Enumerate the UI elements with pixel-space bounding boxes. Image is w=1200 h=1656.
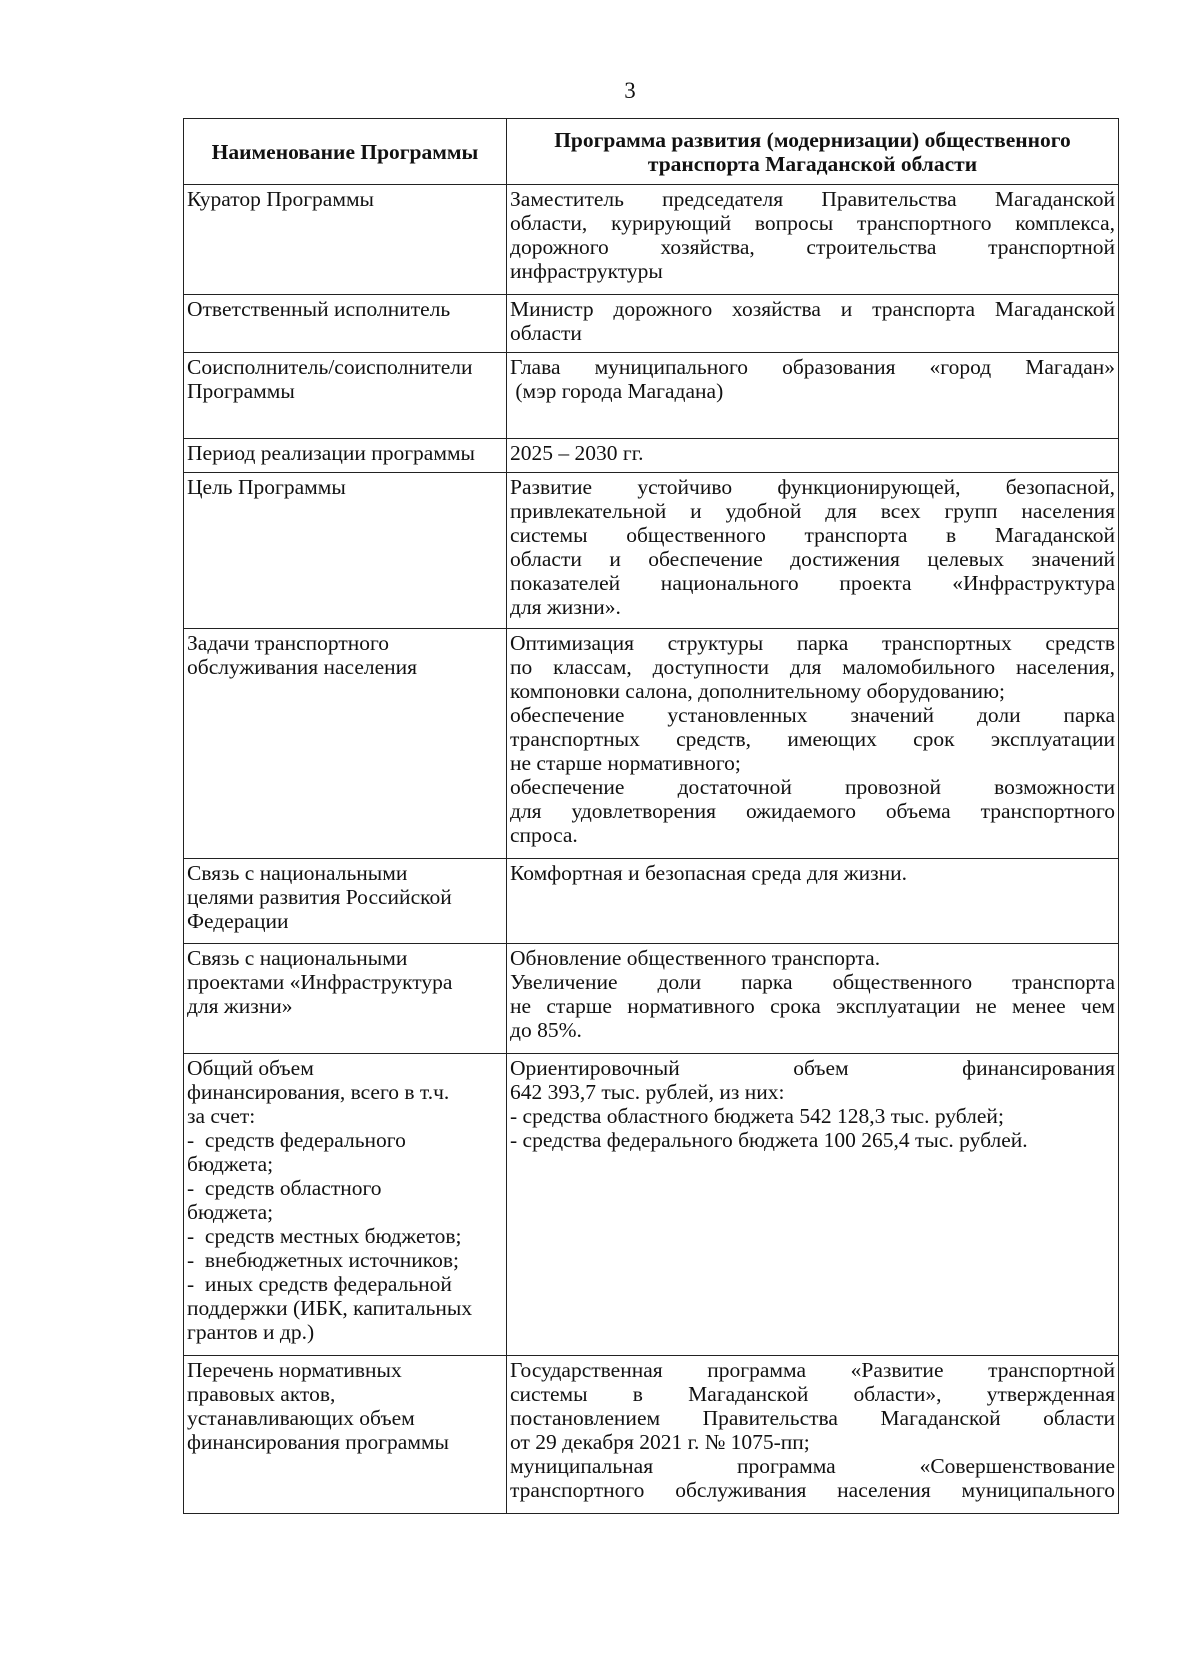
row-value-cell [507,353,1119,439]
row-value-line: Комфортная и безопасная среда для жизни. [510,861,908,885]
row-value-cell [507,185,1119,295]
row-label: грантов и др.) [187,1320,315,1344]
row-label-cell [184,944,507,1054]
row-label-cell [184,185,507,295]
row-label: Федерации [187,909,289,933]
row-label: - внебюджетных источников; [187,1248,459,1272]
row-label-cell [184,473,507,629]
row-value-line: компоновки салона, дополнительному оборудованию; [510,679,1006,703]
header-label: Наименование Программы [211,139,479,164]
row-value-line: системы в Магаданской области», утвержденная [510,1382,1115,1406]
row-value-cell [507,1054,1119,1356]
row-value-line: системы общественного транспорта в Магаданской [510,523,1115,547]
table-row [184,629,1119,859]
row-label: бюджета; [187,1200,274,1224]
row-label-cell [184,1356,507,1514]
row-value-line: транспортного обслуживания населения муниципального [510,1478,1115,1502]
row-value-line: 642 393,7 тыс. рублей, из них: [510,1080,785,1104]
row-label-cell [184,295,507,353]
row-value-line: до 85%. [510,1018,582,1042]
row-value-line: не старше нормативного; [510,751,741,775]
row-label: Период реализации программы [187,441,475,465]
row-value-line: области, курирующий вопросы транспортного комплекса, [510,211,1115,235]
row-label: проектами «Инфраструктура [187,970,453,994]
row-value-line: Развитие устойчиво функционирующей, безопасной, [510,475,1115,499]
row-label: - средств областного [187,1176,382,1200]
row-label-cell [184,859,507,944]
row-value-cell [507,295,1119,353]
row-label: бюджета; [187,1152,274,1176]
page-number: 3 [624,78,636,103]
row-value-line: привлекательной и удобной для всех групп населения [510,499,1115,523]
row-label: Цель Программы [187,475,346,499]
program-passport-table [183,118,1119,1514]
row-value-line: Государственная программа «Развитие транспортной [510,1358,1115,1382]
row-value-line: обеспечение установленных значений доли парка [510,703,1115,727]
row-value-line: Обновление общественного транспорта. [510,946,881,970]
header-title-line: транспорта Магаданской области [647,151,978,176]
row-label: Ответственный исполнитель [187,297,451,321]
header-program-title-cell [507,119,1119,185]
row-label: - средств федерального [187,1128,406,1152]
row-label: финансирования, всего в т.ч. [187,1080,450,1104]
row-value-line: - средства федерального бюджета 100 265,4 тыс. рублей. [510,1128,1028,1152]
row-value-cell [507,473,1119,629]
row-value-line: постановлением Правительства Магаданской области [510,1406,1115,1430]
row-value-line: (мэр города Магадана) [510,379,724,403]
row-value-line: 2025 – 2030 гг. [510,441,644,465]
row-label: за счет: [187,1104,256,1128]
row-value-line: Глава муниципального образования «город Магадан» [510,355,1115,379]
table-row [184,1356,1119,1514]
row-value-line: обеспечение достаточной провозной возможности [510,775,1115,799]
table-header-row [184,119,1119,185]
row-label: Куратор Программы [187,187,374,211]
row-value-line: по классам, доступности для маломобильного населения, [510,655,1115,679]
row-value-line: Оптимизация структуры парка транспортных средств [510,631,1115,655]
row-value-cell [507,439,1119,473]
table-row [184,185,1119,295]
table-row [184,353,1119,439]
row-value-line: для жизни». [510,595,621,619]
header-label-cell [184,119,507,185]
row-label-cell [184,629,507,859]
row-value-line: дорожного хозяйства, строительства транспортной [510,235,1115,259]
table-row [184,473,1119,629]
row-label: Задачи транспортного [187,631,390,655]
row-label: целями развития Российской [187,885,452,909]
row-value-line: Увеличение доли парка общественного транспорта [510,970,1115,994]
row-label-cell [184,353,507,439]
row-value-cell [507,944,1119,1054]
row-value-line: муниципальная программа «Совершенствование [510,1454,1115,1478]
row-label: обслуживания населения [187,655,418,679]
table-row [184,859,1119,944]
row-value-line: Ориентировочный объем финансирования [510,1056,1115,1080]
row-label: устанавливающих объем [187,1406,415,1430]
row-value-line: показателей национального проекта «Инфраструктура [510,571,1115,595]
row-value-cell [507,629,1119,859]
row-label: правовых актов, [187,1382,336,1406]
row-label: Связь с национальными [187,861,408,885]
row-value-line: - средства областного бюджета 542 128,3 тыс. рублей; [510,1104,1004,1128]
row-value-line: Министр дорожного хозяйства и транспорта Магаданской [510,297,1115,321]
row-label: - иных средств федеральной [187,1272,452,1296]
row-value-line: области [510,321,582,345]
row-label: Связь с национальными [187,946,408,970]
row-label: финансирования программы [187,1430,449,1454]
table-row [184,295,1119,353]
row-label: Перечень нормативных [187,1358,402,1382]
row-label: - средств местных бюджетов; [187,1224,462,1248]
row-label-cell [184,1054,507,1356]
row-value-line: инфраструктуры [510,259,663,283]
table-row [184,1054,1119,1356]
row-label: поддержки (ИБК, капитальных [187,1296,473,1320]
row-value-cell [507,859,1119,944]
row-value-cell [507,1356,1119,1514]
table-row [184,439,1119,473]
row-label: Общий объем [187,1056,314,1080]
row-value-line: спроса. [510,823,578,847]
table-row [184,944,1119,1054]
row-value-line: не старше нормативного срока эксплуатации не менее чем [510,994,1115,1018]
row-label: Соисполнитель/соисполнители [187,355,473,379]
row-value-line: Заместитель председателя Правительства Магаданской [510,187,1115,211]
row-label: Программы [187,379,295,403]
header-title-line: Программа развития (модернизации) общественного [554,127,1071,152]
row-value-line: области и обеспечение достижения целевых значений [510,547,1115,571]
row-value-line: от 29 декабря 2021 г. № 1075-пп; [510,1430,810,1454]
row-label-cell [184,439,507,473]
row-value-line: транспортных средств, имеющих срок эксплуатации [510,727,1115,751]
row-label: для жизни» [187,994,293,1018]
row-value-line: для удовлетворения ожидаемого объема транспортного [510,799,1115,823]
